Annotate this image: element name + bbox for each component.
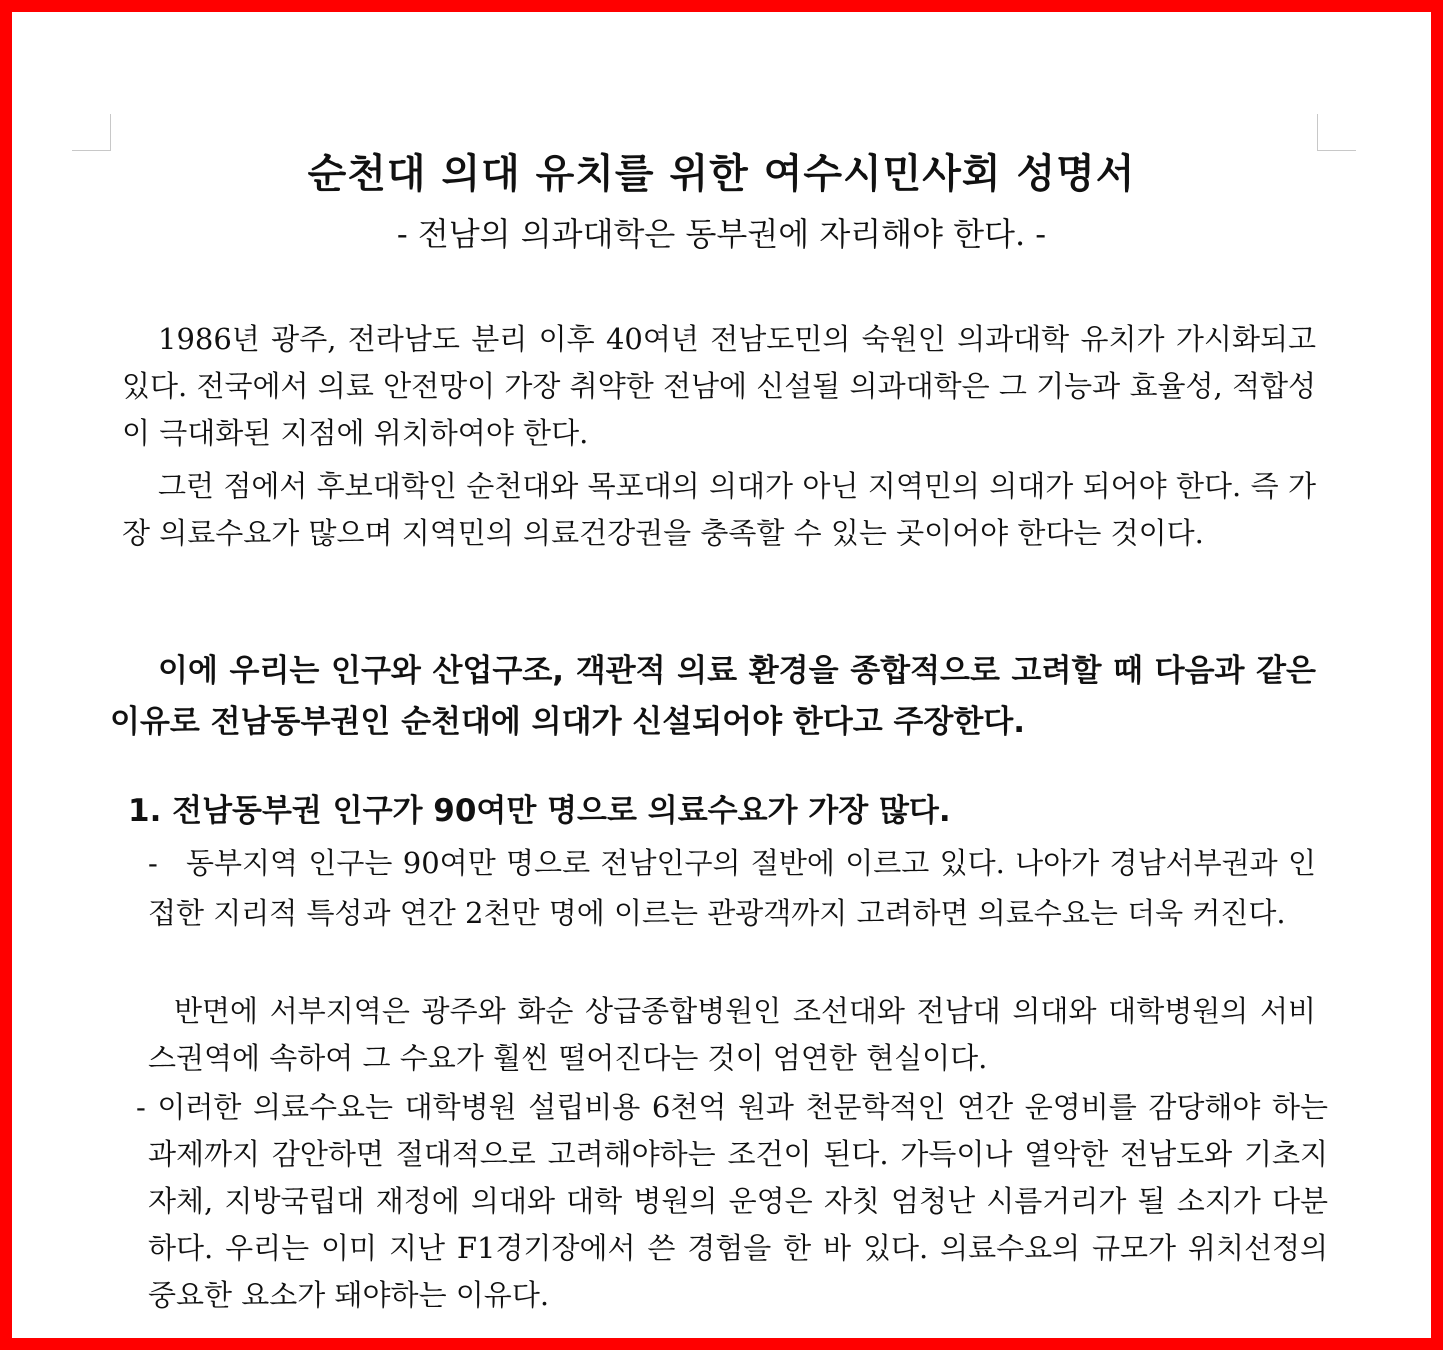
intro-paragraph-1: 1986년 광주, 전라남도 분리 이후 40여년 전남도민의 숙원인 의과대학 유치가 가시화되고 있다. 전국에서 의료 안전망이 가장 취약한 전남에 신설될 의과대학은 그 기능과 효율성, 적합성이 극대화된 지점에 위치하여야 한다.: [122, 322, 1316, 450]
claim-paragraph: 이에 우리는 인구와 산업구조, 객관적 의료 환경을 종합적으로 고려할 때 다음과 같은 이유로 전남동부권인 순천대에 의대가 신설되어야 한다고 주장한다.: [110, 653, 1316, 740]
document-title: 순천대 의대 유치를 위한 여수시민사회 성명서: [307, 151, 1136, 197]
bullet-1-text: 동부지역 인구는 90여만 명으로 전남인구의 절반에 이르고 있다. 나아가 경남서부권과 인접한 지리적 특성과 연간 2천만 명에 이르는 관광객까지 고려하면 의료수요는 더욱 커진다.: [148, 846, 1316, 930]
section-1-heading: 1. 전남동부권 인구가 90여만 명으로 의료수요가 가장 많다.: [128, 793, 951, 829]
section-1-bullet-1-continuation: 반면에 서부지역은 광주와 화순 상급종합병원인 조선대와 전남대 의대와 대학병원의 서비스권역에 속하여 그 수요가 훨씬 떨어진다는 것이 엄연한 현실이다.: [148, 994, 1316, 1075]
section-1-bullet-1: [148, 838, 1316, 938]
bullet-dash: -: [148, 846, 158, 880]
document-page: [12, 12, 1431, 1338]
margin-corner-mark: [1317, 114, 1356, 151]
section-1-bullet-2: - 이러한 의료수요는 대학병원 설립비용 6천억 원과 천문학적인 연간 운영비를 감당해야 하는 과제까지 감안하면 절대적으로 고려해야하는 조건이 된다. 가득이나 열악한 전남도와 기초지자체, 지방국립대 재정에 의대와 대학 병원의 운영은 자칫 엄청난 시름거리가 될 소지가 다분하다. 우리는 이미 지난 F1경기장에서 쓴 경험을 한 바 있다. 의료수요의 규모가 위치선정의 중요한 요소가 돼야하는 이유다.: [136, 1090, 1328, 1312]
document-subtitle: - 전남의 의과대학은 동부권에 자리해야 한다. -: [396, 215, 1047, 253]
margin-corner-mark: [72, 114, 111, 151]
intro-paragraph-2: 그런 점에서 후보대학인 순천대와 목포대의 의대가 아닌 지역민의 의대가 되어야 한다. 즉 가장 의료수요가 많으며 지역민의 의료건강권을 충족할 수 있는 곳이어야 한다는 것이다.: [122, 469, 1316, 550]
